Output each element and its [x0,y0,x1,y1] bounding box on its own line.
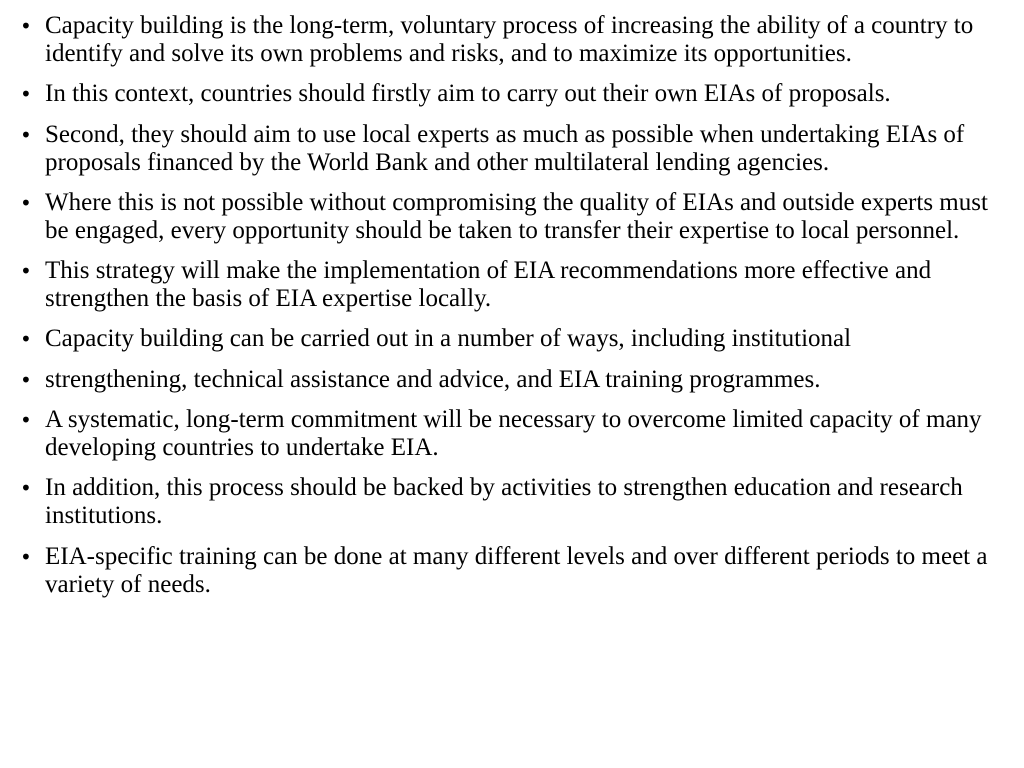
bullet-text: strengthening, technical assistance and advice, and EIA training programmes. [45,365,821,393]
bullet-item [18,543,1008,599]
bullet-text: In this context, countries should firstly aim to carry out their own EIAs of proposals. [45,80,891,108]
bullet-item [18,325,1008,353]
bullet-text: This strategy will make the implementation of EIA recommendations more effective and strengthen the basis of EIA expertise locally. [45,257,932,313]
bullet-item [18,189,1008,245]
bullet-item [18,80,1008,108]
bullet-dot-icon: • [20,408,32,433]
bullet-dot-icon: • [20,14,32,38]
bullet-dot-icon: • [20,122,32,147]
bullet-item [18,406,1008,462]
bullet-dot-icon: • [20,367,32,392]
bullet-text: A systematic, long-term commitment will be necessary to overcome limited capacity of many developing countries to undertake EIA. [45,406,982,462]
bullet-dot-icon: • [20,190,32,215]
bullet-text: Where this is not possible without compromising the quality of EIAs and outside experts must be engaged, every opportunity should be taken to transfer their expertise to local personnel. [45,188,988,244]
bullet-text: EIA-specific training can be done at many different levels and over different periods to meet a variety of needs. [45,542,988,598]
bullet-item [18,474,1008,530]
bullet-list [18,12,1008,611]
bullet-item [18,12,1008,68]
bullet-text: Capacity building is the long-term, voluntary process of increasing the ability of a country to identify and solve its own problems and risks, and to maximize its opportunities. [45,12,974,67]
bullet-text: Second, they should aim to use local experts as much as possible when undertaking EIAs of proposals financed by the World Bank and other multilateral lending agencies. [45,120,965,176]
bullet-dot-icon: • [20,259,32,284]
bullet-item [18,121,1008,177]
bullet-dot-icon: • [20,544,32,569]
bullet-dot-icon: • [20,82,32,107]
bullet-text: In addition, this process should be backed by activities to strengthen education and research institutions. [45,474,963,530]
bullet-item [18,257,1008,313]
bullet-dot-icon: • [20,327,32,352]
bullet-text: Capacity building can be carried out in a number of ways, including institutional [45,325,852,353]
bullet-dot-icon: • [20,476,32,501]
bullet-item [18,366,1008,394]
